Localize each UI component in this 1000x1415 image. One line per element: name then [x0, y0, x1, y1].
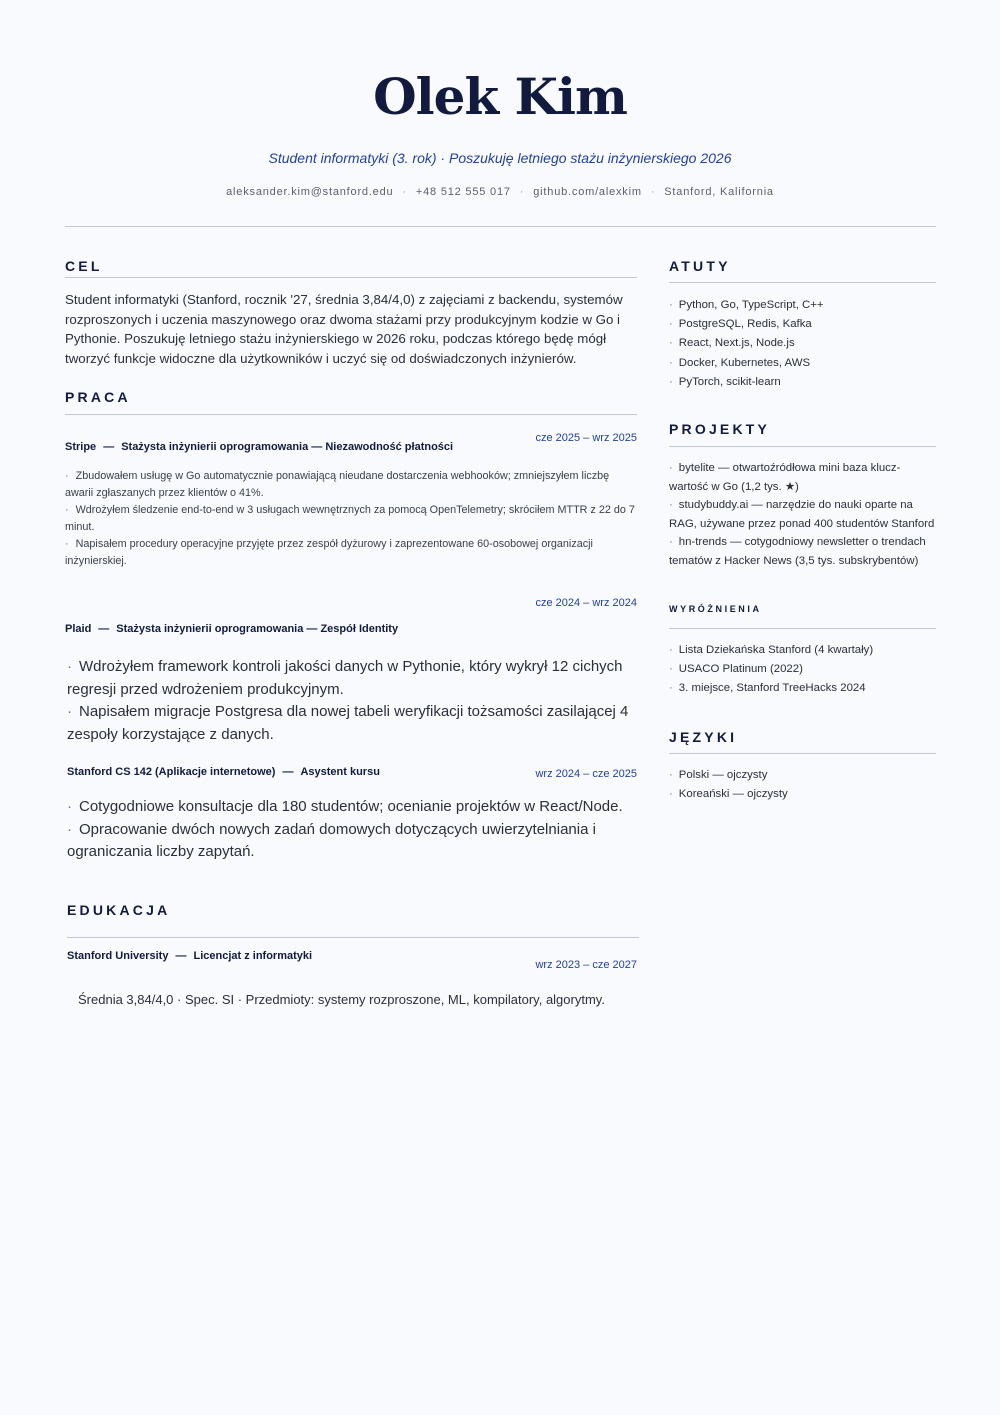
bullet-dot: ·: [67, 798, 72, 815]
job-title: [65, 441, 453, 453]
bullet-text: Zbudowałem usługę w Go automatycznie ponawiającą nieudane dostarczenia webhooków; zmniejszyłem liczbę awarii zgłaszanych przez klientów o 41%.: [65, 470, 610, 499]
section-divider: [67, 937, 639, 938]
honor-text: USACO Platinum (2022): [678, 663, 803, 676]
bullet-text: Napisałem procedury operacyjne przyjęte przez zespół dyżurowy i zaprezentowane 60-osobowej organizacji inżynierskiej.: [65, 538, 593, 567]
header-divider: [65, 226, 936, 227]
job-bullets: [65, 468, 640, 570]
github-link[interactable]: github.com/alexkim: [533, 186, 642, 198]
skill-text: PyTorch, scikit-learn: [678, 375, 781, 388]
job-bullets: [67, 796, 642, 864]
education-details: Średnia 3,84/4,0 · Spec. SI · Przedmioty: systemy rozproszone, ML, kompilatory, algorytmy.: [78, 992, 605, 1007]
project-text: hn-trends — cotygodniowy newsletter o trendach tematów z Hacker News (3,5 tys. subskrybentów): [669, 536, 926, 567]
bullet-text: Wdrożyłem framework kontroli jakości danych w Pythonie, który wykrył 12 cichych regresji przed wdrożeniem produkcyjnym.: [67, 658, 623, 698]
bullet-dot: ·: [669, 375, 673, 388]
job-title: [67, 766, 380, 778]
bullet-dot: ·: [67, 703, 72, 720]
honors-list: [669, 641, 936, 699]
job-bullets: [67, 656, 642, 746]
education-dates: wrz 2023 – cze 2027: [535, 959, 637, 971]
dash: —: [98, 623, 110, 635]
role: Stażysta inżynierii oprogramowania — Zespół Identity: [116, 623, 399, 635]
role: Asystent kursu: [300, 766, 380, 778]
job-title: [65, 623, 398, 635]
list-item: [669, 679, 936, 698]
bullet-dot: ·: [67, 658, 72, 675]
bullet-dot: ·: [669, 788, 673, 801]
projects-list: [669, 459, 939, 571]
honor-text: Lista Dziekańska Stanford (4 kwartały): [678, 644, 874, 656]
bullet-dot: ·: [669, 462, 673, 474]
honor-text: 3. miejsce, Stanford TreeHacks 2024: [678, 682, 866, 695]
section-heading-projects: PROJEKTY: [669, 421, 771, 437]
dash: —: [175, 950, 187, 962]
list-item: [669, 296, 936, 315]
list-item: [669, 354, 936, 373]
section-heading-objective: CEL: [65, 258, 103, 274]
candidate-name: Olek Kim: [373, 67, 627, 126]
bullet-dot: ·: [669, 299, 673, 311]
language-text: Polski — ojczysty: [678, 769, 768, 781]
dash: —: [103, 441, 115, 453]
company: Plaid: [65, 623, 92, 635]
list-item: [669, 660, 936, 679]
dash: —: [282, 766, 294, 778]
languages-list: [669, 766, 936, 804]
project-text: studybuddy.ai — narzędzie do nauki oparte na RAG, używane przez ponad 400 studentów Stanford: [669, 499, 935, 530]
bullet-dot: ·: [65, 538, 69, 550]
skill-text: PostgreSQL, Redis, Kafka: [678, 318, 812, 331]
list-item: [67, 796, 642, 819]
contact-line: [0, 186, 1000, 198]
list-item: [669, 459, 939, 496]
section-divider: [65, 414, 637, 415]
bullet-text: Napisałem migracje Postgresa dla nowej tabeli weryfikacji tożsamości zasilającej 4 zespoły korzystające z danych.: [67, 703, 629, 743]
skills-list: [669, 296, 936, 392]
education-title: [67, 950, 312, 962]
separator: ·: [402, 186, 407, 198]
company: Stanford CS 142 (Aplikacje internetowe): [67, 766, 276, 778]
section-heading-honors: WYRÓŻNIENIA: [669, 604, 762, 614]
role: Stażysta inżynierii oprogramowania — Niezawodność płatności: [121, 441, 454, 453]
separator: ·: [650, 186, 656, 198]
list-item: [67, 656, 642, 701]
section-heading-skills: ATUTY: [669, 258, 731, 274]
list-item: [669, 785, 936, 804]
list-item: [669, 334, 936, 353]
bullet-dot: ·: [669, 318, 673, 331]
bullet-dot: ·: [669, 663, 673, 676]
bullet-dot: ·: [669, 644, 673, 656]
job-dates: wrz 2024 – cze 2025: [535, 768, 637, 780]
company: Stripe: [65, 441, 97, 453]
bullet-dot: ·: [669, 536, 673, 549]
section-divider: [669, 628, 936, 629]
bullet-dot: ·: [67, 820, 72, 838]
location: Stanford, Kalifornia: [664, 186, 774, 198]
phone[interactable]: +48 512 555 017: [415, 186, 511, 198]
skill-text: Docker, Kubernetes, AWS: [678, 356, 811, 369]
section-divider: [669, 753, 936, 754]
school: Stanford University: [67, 950, 169, 962]
section-heading-work: PRACA: [65, 389, 131, 405]
section-divider: [65, 277, 637, 278]
job-dates: cze 2024 – wrz 2024: [535, 597, 637, 609]
separator: ·: [519, 186, 525, 198]
language-text: Koreański — ojczysty: [678, 788, 788, 801]
list-item: [65, 536, 640, 570]
tagline: Student informatyki (3. rok) · Poszukuję letniego stażu inżynierskiego 2026: [268, 150, 732, 166]
list-item: [65, 502, 640, 536]
section-divider: [669, 446, 936, 447]
list-item: [669, 373, 936, 392]
list-item: [669, 533, 939, 570]
list-item: [67, 701, 642, 746]
list-item: [669, 496, 939, 533]
section-heading-languages: JĘZYKI: [669, 729, 738, 745]
bullet-dot: ·: [669, 682, 673, 695]
bullet-dot: ·: [65, 504, 69, 516]
list-item: [669, 641, 936, 660]
skill-text: Python, Go, TypeScript, C++: [678, 299, 824, 311]
bullet-dot: ·: [669, 769, 673, 781]
project-text: bytelite — otwartoźródłowa mini baza klucz-wartość w Go (1,2 tys. ★): [669, 462, 901, 493]
section-divider: [669, 282, 936, 283]
bullet-dot: ·: [669, 337, 673, 350]
list-item: [67, 819, 642, 864]
list-item: [669, 766, 936, 785]
skill-text: React, Next.js, Node.js: [678, 337, 795, 350]
objective-text: Student informatyki (Stanford, rocznik '27, średnia 3,84/4,0) z zajęciami z backendu, systemów rozproszonych i uczenia maszynowego oraz dwoma stażami przy produkcyjnym kodzie w Go i Pythonie. Poszukuję letniego stażu inżynierskiego w 2026 roku, podczas którego będę mógł tworzyć funkcje widoczne dla użytkowników i uczyć się od doświadczonych inżynierów.: [65, 292, 623, 366]
list-item: [669, 315, 936, 334]
bullet-text: Cotygodniowe konsultacje dla 180 studentów; ocenianie projektów w React/Node.: [79, 798, 623, 815]
bullet-dot: ·: [669, 499, 673, 512]
bullet-dot: ·: [65, 470, 69, 482]
degree: Licencjat z informatyki: [193, 950, 313, 962]
bullet-dot: ·: [669, 356, 673, 369]
bullet-text: Wdrożyłem śledzenie end-to-end w 3 usługach wewnętrznych za pomocą OpenTelemetry; skróciłem MTTR z 22 do 7 minut.: [65, 504, 635, 533]
list-item: [65, 468, 640, 502]
email[interactable]: aleksander.kim@stanford.edu: [226, 186, 394, 198]
bullet-text: Opracowanie dwóch nowych zadań domowych dotyczących uwierzytelniania i ograniczania liczby zapytań.: [67, 820, 596, 860]
section-heading-education: EDUKACJA: [67, 902, 171, 918]
job-dates: cze 2025 – wrz 2025: [535, 432, 637, 444]
